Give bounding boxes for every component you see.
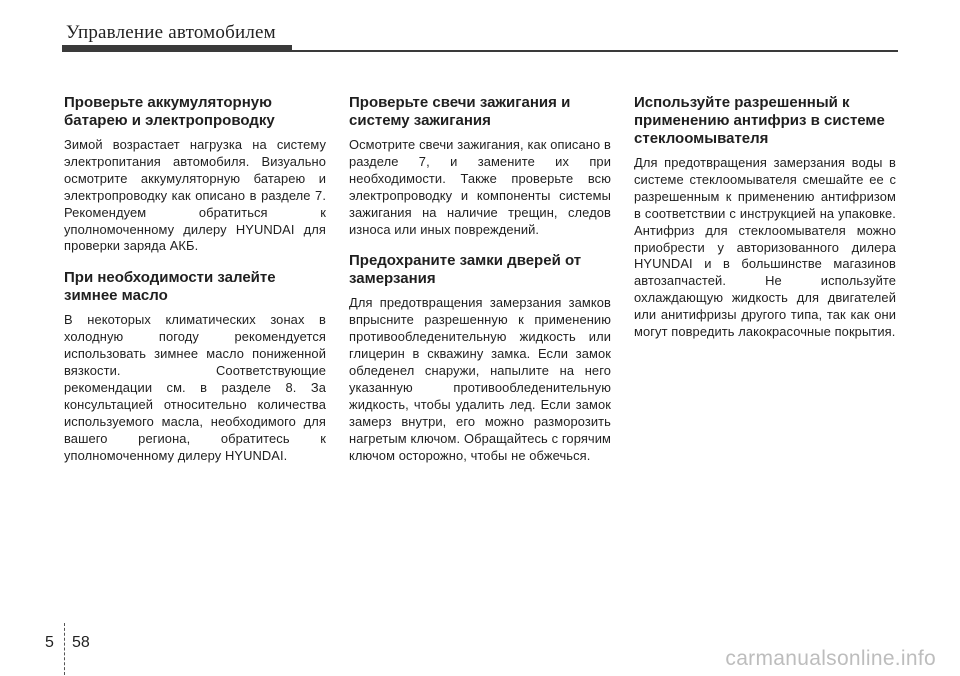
page-number: 58 (72, 634, 90, 651)
column-2 (349, 94, 611, 479)
section-heading: Проверьте аккумуляторную батарею и электропроводку (64, 94, 275, 129)
section-body: Осмотрите свечи зажигания, как описано в разделе 7, и замените их при необходимости. Также проверьте всю электропроводку и компоненты системы зажигания на наличие трещин, следов износа или иных повреждений. (349, 137, 611, 237)
section-washer-antifreeze (634, 94, 896, 341)
section-spark-plugs (349, 94, 611, 238)
footer-divider (64, 623, 66, 675)
section-body: В некоторых климатических зонах в холодную погоду рекомендуется использовать зимнее масло пониженной вязкости. Соответствующие рекомендации см. в разделе 8. За консультацией относительно количества используемого масла, необходимого для вашего региона, обратитесь к уполномоченному дилеру HYUNDAI. (64, 312, 326, 463)
section-heading: Предохраните замки дверей от замерзания (349, 252, 582, 288)
section-body: Зимой возрастает нагрузка на систему электропитания автомобиля. Визуально осмотрите аккумуляторную батарею и электропроводку как описано в разделе 7. Рекомендуем обратиться к уполномоченному дилеру HYUNDAI для проверки заряда АКБ. (64, 137, 326, 254)
column-3 (634, 94, 896, 355)
section-number: 5 (45, 634, 54, 651)
page-header-title: Управление автомобилем (66, 22, 276, 43)
section-body: Для предотвращения замерзания воды в системе стеклоомывателя смешайте ее с разрешенным к применению антифризом в соответствии с инструкцией на упаковке. Антифриз для стеклоомывателя можно приобрести у авторизованного дилера HYUNDAI и в большинстве магазинов автозапчастей. Не используйте охлаждающую жидкость для двигателей или анитифризы другого типа, так как они могут повредить лакокрасочные покрытия. (634, 155, 896, 340)
section-winter-oil (64, 269, 326, 464)
section-heading: При необходимости залейте зимнее масло (64, 269, 276, 305)
section-body: Для предотвращения замерзания замков впрысните разрешенную к применению противообледенительную жидкость или глицерин в скважину замка. Если замок обледенел снаружи, напылите на него указанную противообледенительную жидкость, чтобы удалить лед. Если замок замерз внутри, его можно разморозить нагретым ключом. Обращайтесь с горячим ключом осторожно, чтобы не обжечься. (349, 295, 611, 463)
section-heading: Используйте разрешенный к применению антифриз в системе стеклоомывателя (634, 94, 885, 147)
section-battery (64, 94, 326, 255)
header-rule (62, 50, 898, 52)
section-door-locks (349, 252, 611, 464)
column-1 (64, 94, 326, 479)
section-heading: Проверьте свечи зажигания и систему зажигания (349, 94, 571, 129)
watermark-text: carmanualsonline.info (725, 647, 936, 670)
